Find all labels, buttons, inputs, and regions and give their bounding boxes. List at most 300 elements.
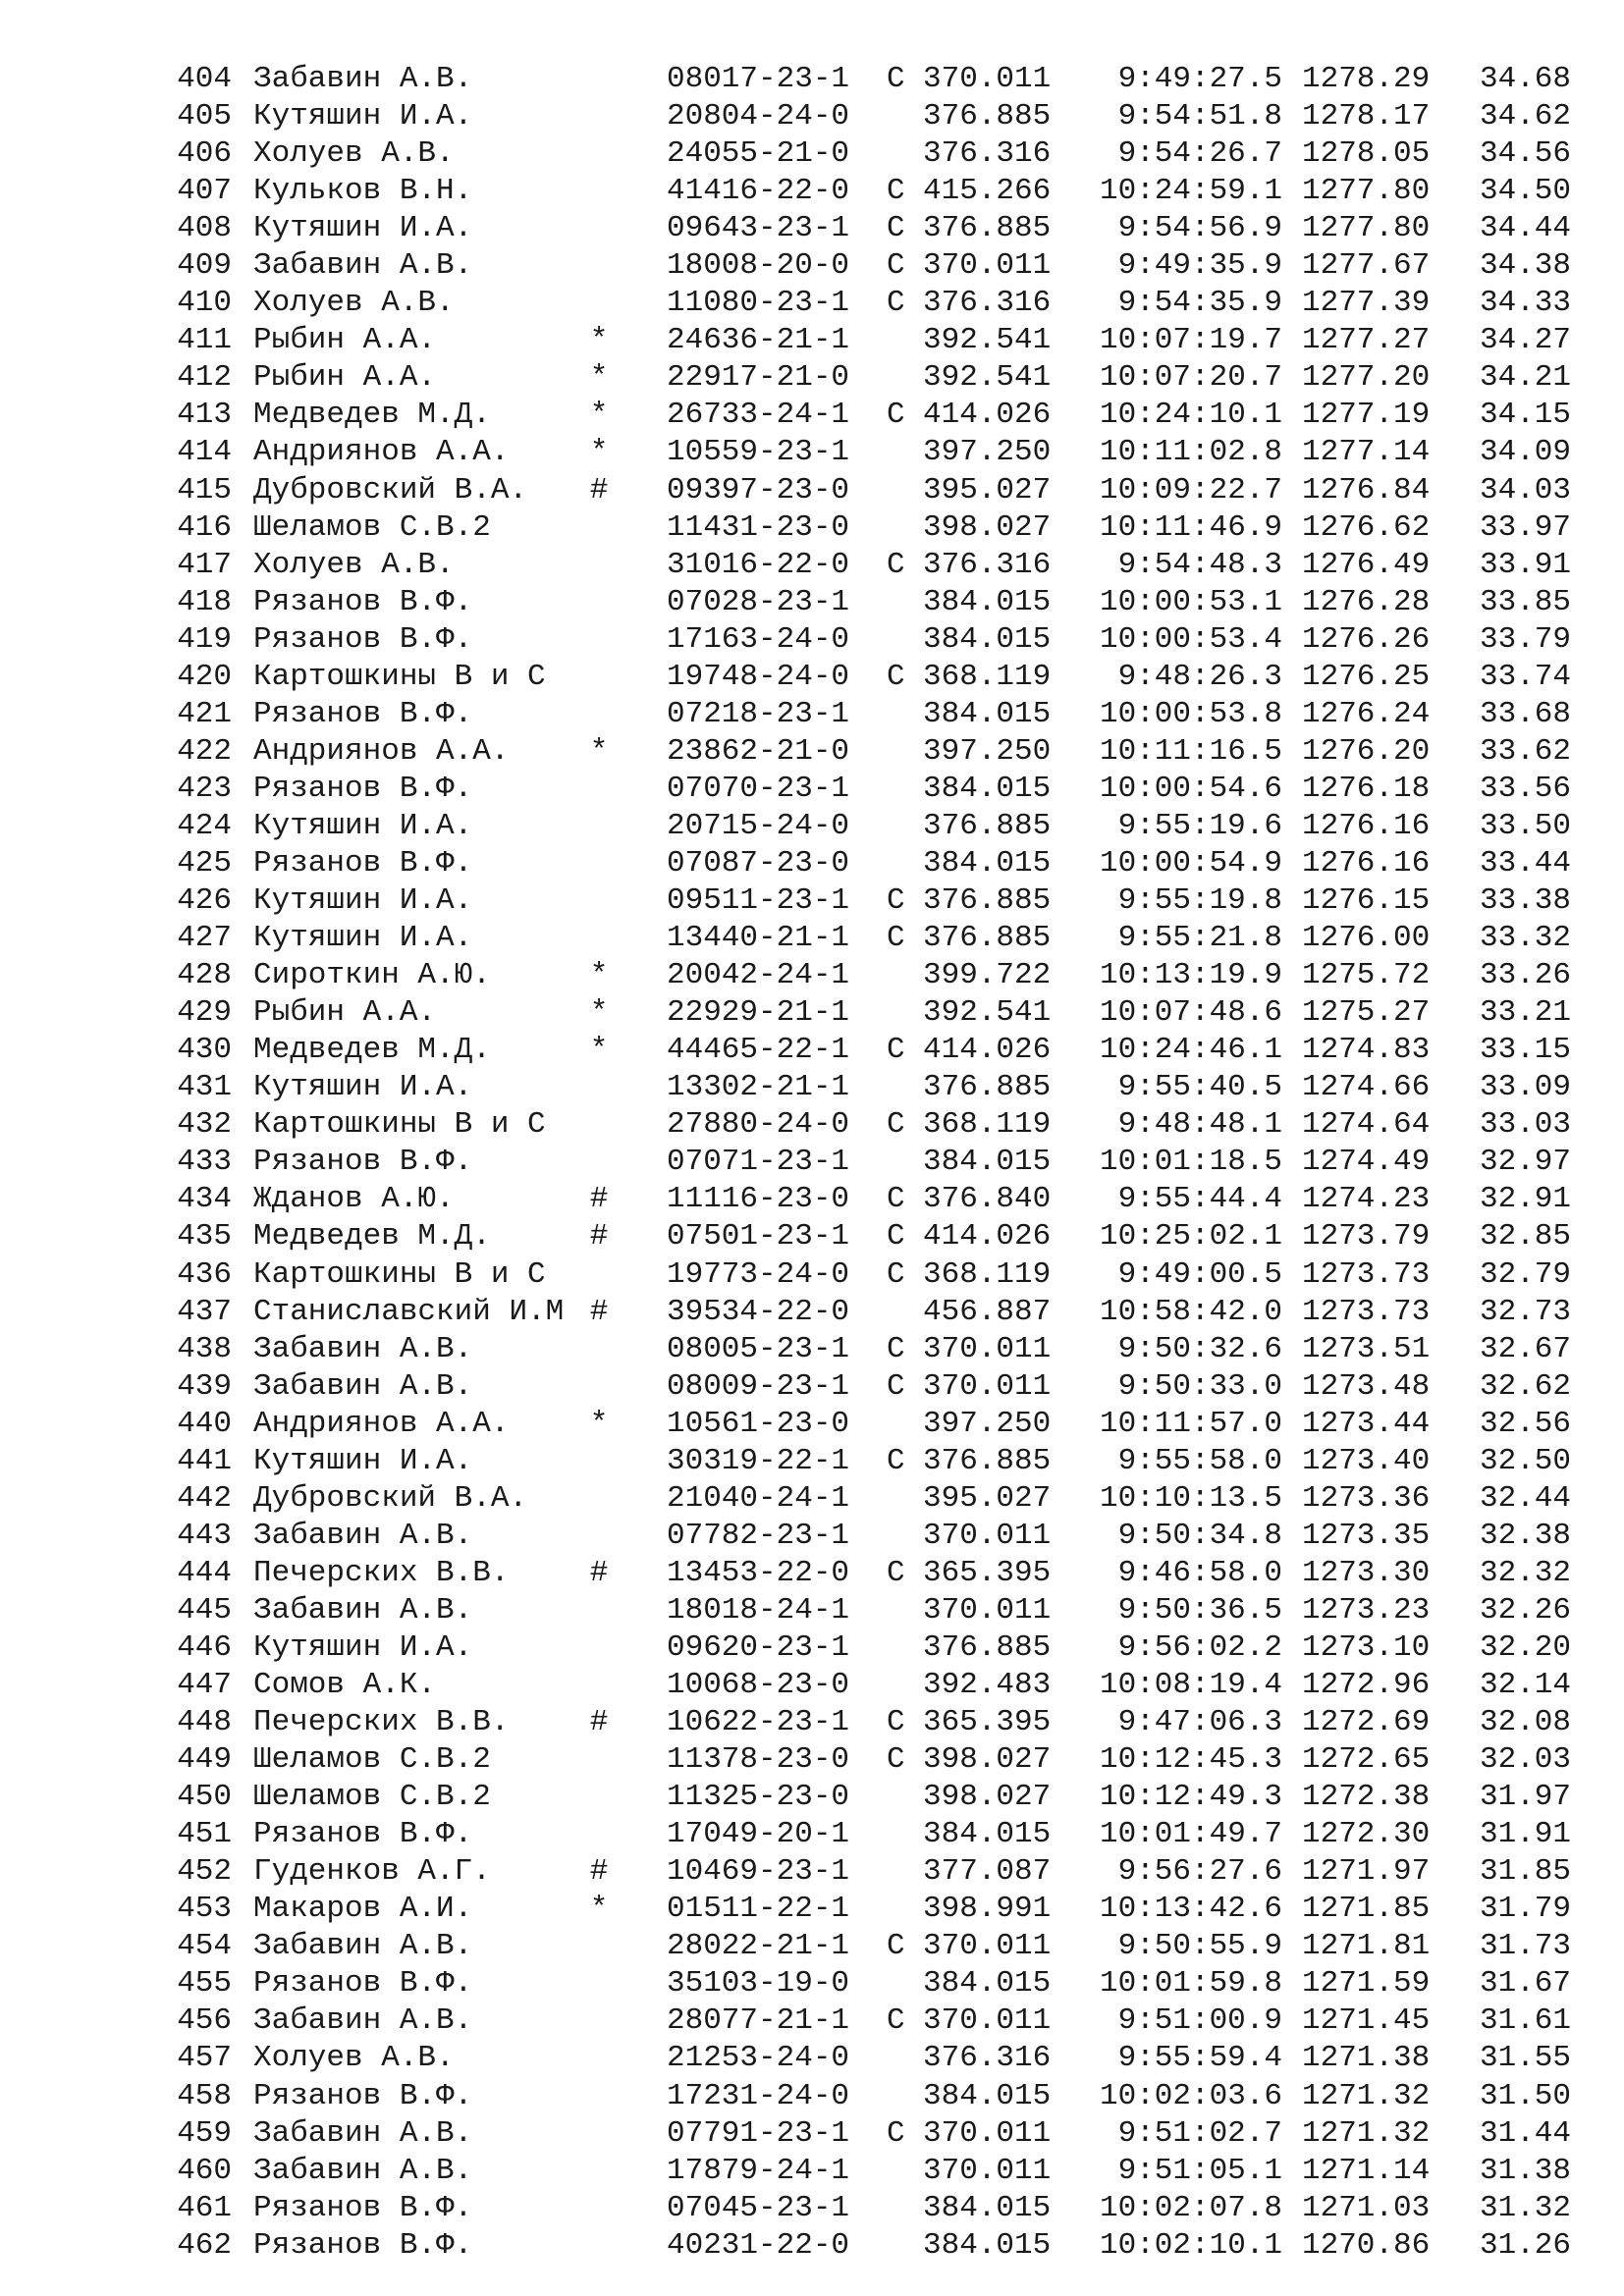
speed-cell: 1273.35 <box>1302 1518 1431 1553</box>
distance-cell: 414.026 <box>923 398 1052 433</box>
ring-number-cell: 08017-23-1 <box>667 62 850 96</box>
arrival-time-cell: 9:48:48.1 <box>1117 1107 1282 1143</box>
fancier-name-cell: Печерских В.В. <box>253 1705 510 1740</box>
points-cell: 31.32 <box>1479 2190 1571 2225</box>
ring-number-cell: 17231-24-0 <box>667 2078 850 2113</box>
flag-mark-cell: # <box>589 1555 609 1590</box>
table-row <box>0 1368 1624 1406</box>
position-cell: 441 <box>177 1443 232 1478</box>
distance-cell: 370.011 <box>923 248 1052 284</box>
table-row <box>0 1032 1624 1069</box>
speed-cell: 1274.49 <box>1302 1145 1431 1180</box>
arrival-time-cell: 10:00:53.4 <box>1099 621 1282 657</box>
points-cell: 31.97 <box>1479 1780 1571 1815</box>
arrival-time-cell: 9:55:21.8 <box>1117 921 1282 956</box>
arrival-time-cell: 10:09:22.7 <box>1099 472 1282 507</box>
table-row <box>0 1704 1624 1741</box>
arrival-time-cell: 9:56:02.2 <box>1117 1629 1282 1665</box>
speed-cell: 1277.27 <box>1302 323 1431 358</box>
position-cell: 408 <box>177 211 232 246</box>
points-cell: 31.85 <box>1479 1854 1571 1890</box>
speed-cell: 1273.48 <box>1302 1368 1431 1404</box>
ring-number-cell: 27880-24-0 <box>667 1107 850 1143</box>
table-row <box>0 882 1624 920</box>
speed-cell: 1274.66 <box>1302 1070 1431 1105</box>
fancier-name-cell: Рязанов В.Ф. <box>253 771 473 806</box>
arrival-time-cell: 9:51:05.1 <box>1117 2153 1282 2188</box>
table-row <box>0 1853 1624 1891</box>
position-cell: 406 <box>177 136 232 172</box>
distance-cell: 384.015 <box>923 2190 1052 2225</box>
position-cell: 409 <box>177 248 232 284</box>
fancier-name-cell: Рязанов В.Ф. <box>253 1145 473 1180</box>
position-cell: 447 <box>177 1668 232 1703</box>
distance-cell: 370.011 <box>923 2003 1052 2039</box>
category-cell: C <box>887 883 905 919</box>
fancier-name-cell: Забавин А.В. <box>253 1592 473 1628</box>
arrival-time-cell: 10:24:46.1 <box>1099 1033 1282 1068</box>
position-cell: 434 <box>177 1182 232 1217</box>
points-cell: 31.61 <box>1479 2003 1571 2039</box>
distance-cell: 398.027 <box>923 1780 1052 1815</box>
distance-cell: 370.011 <box>923 1331 1052 1366</box>
ring-number-cell: 24055-21-0 <box>667 136 850 172</box>
position-cell: 429 <box>177 995 232 1031</box>
ring-number-cell: 10622-23-1 <box>667 1705 850 1740</box>
position-cell: 445 <box>177 1592 232 1628</box>
distance-cell: 376.885 <box>923 1070 1052 1105</box>
category-cell: C <box>887 62 905 96</box>
speed-cell: 1271.03 <box>1302 2190 1431 2225</box>
ring-number-cell: 07045-23-1 <box>667 2190 850 2225</box>
table-row <box>0 1406 1624 1443</box>
fancier-name-cell: Кутяшин И.А. <box>253 883 473 919</box>
category-cell: C <box>887 1368 905 1404</box>
table-row <box>0 1741 1624 1779</box>
points-cell: 33.21 <box>1479 995 1571 1031</box>
position-cell: 462 <box>177 2227 232 2263</box>
distance-cell: 398.027 <box>923 509 1052 545</box>
arrival-time-cell: 10:25:02.1 <box>1099 1219 1282 1255</box>
distance-cell: 384.015 <box>923 771 1052 806</box>
position-cell: 455 <box>177 1966 232 2002</box>
fancier-name-cell: Медведев М.Д. <box>253 398 491 433</box>
ring-number-cell: 26733-24-1 <box>667 398 850 433</box>
speed-cell: 1276.16 <box>1302 845 1431 881</box>
points-cell: 32.85 <box>1479 1219 1571 1255</box>
position-cell: 427 <box>177 921 232 956</box>
ring-number-cell: 09620-23-1 <box>667 1629 850 1665</box>
points-cell: 34.38 <box>1479 248 1571 284</box>
table-row <box>0 1555 1624 1592</box>
ring-number-cell: 13453-22-0 <box>667 1555 850 1590</box>
fancier-name-cell: Холуев А.В. <box>253 286 455 321</box>
category-cell: C <box>887 1256 905 1292</box>
position-cell: 453 <box>177 1892 232 1927</box>
fancier-name-cell: Картошкины В и С <box>253 1107 546 1143</box>
speed-cell: 1273.23 <box>1302 1592 1431 1628</box>
fancier-name-cell: Печерских В.В. <box>253 1555 510 1590</box>
points-cell: 33.09 <box>1479 1070 1571 1105</box>
distance-cell: 370.011 <box>923 62 1052 96</box>
points-cell: 32.73 <box>1479 1294 1571 1329</box>
ring-number-cell: 07791-23-1 <box>667 2115 850 2151</box>
flag-mark-cell: * <box>589 1033 609 1068</box>
arrival-time-cell: 9:50:32.6 <box>1117 1331 1282 1366</box>
fancier-name-cell: Кутяшин И.А. <box>253 211 473 246</box>
ring-number-cell: 24636-21-1 <box>667 323 850 358</box>
points-cell: 31.73 <box>1479 1929 1571 1964</box>
fancier-name-cell: Холуев А.В. <box>253 136 455 172</box>
ring-number-cell: 40231-22-0 <box>667 2227 850 2263</box>
points-cell: 31.26 <box>1479 2227 1571 2263</box>
distance-cell: 415.266 <box>923 174 1052 209</box>
fancier-name-cell: Андриянов А.А. <box>253 435 510 470</box>
table-row <box>0 1181 1624 1218</box>
ring-number-cell: 07071-23-1 <box>667 1145 850 1180</box>
distance-cell: 370.011 <box>923 1368 1052 1404</box>
distance-cell: 392.541 <box>923 360 1052 396</box>
fancier-name-cell: Дубровский В.А. <box>253 472 528 507</box>
ring-number-cell: 09511-23-1 <box>667 883 850 919</box>
category-cell: C <box>887 248 905 284</box>
position-cell: 421 <box>177 696 232 731</box>
fancier-name-cell: Станиславский И.М <box>253 1294 565 1329</box>
fancier-name-cell: Забавин А.В. <box>253 248 473 284</box>
position-cell: 454 <box>177 1929 232 1964</box>
table-row <box>0 584 1624 621</box>
fancier-name-cell: Шеламов С.В.2 <box>253 509 491 545</box>
ring-number-cell: 44465-22-1 <box>667 1033 850 1068</box>
speed-cell: 1272.38 <box>1302 1780 1431 1815</box>
fancier-name-cell: Андриянов А.А. <box>253 733 510 769</box>
points-cell: 33.97 <box>1479 509 1571 545</box>
ring-number-cell: 28077-21-1 <box>667 2003 850 2039</box>
position-cell: 438 <box>177 1331 232 1366</box>
points-cell: 34.09 <box>1479 435 1571 470</box>
position-cell: 432 <box>177 1107 232 1143</box>
position-cell: 410 <box>177 286 232 321</box>
fancier-name-cell: Кутяшин И.А. <box>253 808 473 843</box>
arrival-time-cell: 10:11:46.9 <box>1099 509 1282 545</box>
arrival-time-cell: 9:49:35.9 <box>1117 248 1282 284</box>
speed-cell: 1277.39 <box>1302 286 1431 321</box>
points-cell: 32.44 <box>1479 1480 1571 1516</box>
arrival-time-cell: 9:55:19.6 <box>1117 808 1282 843</box>
points-cell: 32.20 <box>1479 1629 1571 1665</box>
ring-number-cell: 20804-24-0 <box>667 99 850 134</box>
ring-number-cell: 07501-23-1 <box>667 1219 850 1255</box>
table-row <box>0 733 1624 771</box>
arrival-time-cell: 9:51:02.7 <box>1117 2115 1282 2151</box>
table-row <box>0 397 1624 434</box>
distance-cell: 370.011 <box>923 2115 1052 2151</box>
distance-cell: 384.015 <box>923 584 1052 619</box>
ring-number-cell: 11431-23-0 <box>667 509 850 545</box>
ring-number-cell: 17163-24-0 <box>667 621 850 657</box>
position-cell: 405 <box>177 99 232 134</box>
ring-number-cell: 39534-22-0 <box>667 1294 850 1329</box>
fancier-name-cell: Кутяшин И.А. <box>253 1443 473 1478</box>
arrival-time-cell: 9:54:35.9 <box>1117 286 1282 321</box>
table-row <box>0 210 1624 247</box>
position-cell: 424 <box>177 808 232 843</box>
points-cell: 32.67 <box>1479 1331 1571 1366</box>
points-cell: 34.44 <box>1479 211 1571 246</box>
speed-cell: 1277.14 <box>1302 435 1431 470</box>
table-row <box>0 1629 1624 1667</box>
distance-cell: 414.026 <box>923 1219 1052 1255</box>
position-cell: 413 <box>177 398 232 433</box>
ring-number-cell: 01511-22-1 <box>667 1892 850 1927</box>
fancier-name-cell: Сомов А.К. <box>253 1668 437 1703</box>
ring-number-cell: 22929-21-1 <box>667 995 850 1031</box>
points-cell: 34.15 <box>1479 398 1571 433</box>
distance-cell: 370.011 <box>923 1929 1052 1964</box>
position-cell: 443 <box>177 1518 232 1553</box>
distance-cell: 384.015 <box>923 845 1052 881</box>
category-cell: C <box>887 2115 905 2151</box>
fancier-name-cell: Жданов А.Ю. <box>253 1182 455 1217</box>
table-row <box>0 1480 1624 1518</box>
position-cell: 444 <box>177 1555 232 1590</box>
fancier-name-cell: Холуев А.В. <box>253 547 455 582</box>
speed-cell: 1273.44 <box>1302 1406 1431 1441</box>
ring-number-cell: 19748-24-0 <box>667 659 850 694</box>
table-row <box>0 1891 1624 1928</box>
position-cell: 425 <box>177 845 232 881</box>
distance-cell: 384.015 <box>923 1145 1052 1180</box>
distance-cell: 368.119 <box>923 659 1052 694</box>
ring-number-cell: 11080-23-1 <box>667 286 850 321</box>
ring-number-cell: 22917-21-0 <box>667 360 850 396</box>
ring-number-cell: 31016-22-0 <box>667 547 850 582</box>
arrival-time-cell: 9:49:00.5 <box>1117 1256 1282 1292</box>
table-row <box>0 1592 1624 1629</box>
speed-cell: 1273.73 <box>1302 1256 1431 1292</box>
arrival-time-cell: 9:55:19.8 <box>1117 883 1282 919</box>
distance-cell: 392.541 <box>923 995 1052 1031</box>
arrival-time-cell: 10:01:18.5 <box>1099 1145 1282 1180</box>
fancier-name-cell: Забавин А.В. <box>253 62 473 96</box>
flag-mark-cell: * <box>589 1406 609 1441</box>
fancier-name-cell: Забавин А.В. <box>253 1929 473 1964</box>
category-cell: C <box>887 1107 905 1143</box>
category-cell: C <box>887 2003 905 2039</box>
position-cell: 461 <box>177 2190 232 2225</box>
position-cell: 416 <box>177 509 232 545</box>
points-cell: 33.15 <box>1479 1033 1571 1068</box>
ring-number-cell: 07070-23-1 <box>667 771 850 806</box>
points-cell: 34.62 <box>1479 99 1571 134</box>
position-cell: 412 <box>177 360 232 396</box>
arrival-time-cell: 10:00:53.1 <box>1099 584 1282 619</box>
ring-number-cell: 10469-23-1 <box>667 1854 850 1890</box>
table-row <box>0 771 1624 808</box>
distance-cell: 456.887 <box>923 1294 1052 1329</box>
table-row <box>0 509 1624 547</box>
table-row <box>0 547 1624 584</box>
arrival-time-cell: 10:24:10.1 <box>1099 398 1282 433</box>
points-cell: 34.56 <box>1479 136 1571 172</box>
flag-mark-cell: * <box>589 398 609 433</box>
distance-cell: 377.087 <box>923 1854 1052 1890</box>
arrival-time-cell: 9:50:55.9 <box>1117 1929 1282 1964</box>
position-cell: 446 <box>177 1629 232 1665</box>
arrival-time-cell: 10:02:03.6 <box>1099 2078 1282 2113</box>
position-cell: 433 <box>177 1145 232 1180</box>
speed-cell: 1276.62 <box>1302 509 1431 545</box>
points-cell: 33.85 <box>1479 584 1571 619</box>
table-row <box>0 322 1624 359</box>
table-row <box>0 2040 1624 2077</box>
fancier-name-cell: Макаров А.И. <box>253 1892 473 1927</box>
ring-number-cell: 07087-23-0 <box>667 845 850 881</box>
distance-cell: 384.015 <box>923 1817 1052 1852</box>
arrival-time-cell: 10:01:49.7 <box>1099 1817 1282 1852</box>
speed-cell: 1271.32 <box>1302 2115 1431 2151</box>
position-cell: 407 <box>177 174 232 209</box>
fancier-name-cell: Забавин А.В. <box>253 1331 473 1366</box>
arrival-time-cell: 9:47:06.3 <box>1117 1705 1282 1740</box>
arrival-time-cell: 10:01:59.8 <box>1099 1966 1282 2002</box>
results-table <box>0 61 1624 2265</box>
distance-cell: 376.885 <box>923 1443 1052 1478</box>
points-cell: 33.91 <box>1479 547 1571 582</box>
table-row <box>0 2078 1624 2115</box>
ring-number-cell: 17879-24-1 <box>667 2153 850 2188</box>
ring-number-cell: 08009-23-1 <box>667 1368 850 1404</box>
table-row <box>0 920 1624 957</box>
category-cell: C <box>887 1929 905 1964</box>
points-cell: 34.50 <box>1479 174 1571 209</box>
points-cell: 33.26 <box>1479 958 1571 993</box>
speed-cell: 1271.85 <box>1302 1892 1431 1927</box>
ring-number-cell: 07782-23-1 <box>667 1518 850 1553</box>
category-cell: C <box>887 659 905 694</box>
speed-cell: 1276.00 <box>1302 921 1431 956</box>
table-row <box>0 1218 1624 1255</box>
table-row <box>0 135 1624 173</box>
position-cell: 431 <box>177 1070 232 1105</box>
position-cell: 457 <box>177 2041 232 2076</box>
flag-mark-cell: # <box>589 472 609 507</box>
fancier-name-cell: Рязанов В.Ф. <box>253 1817 473 1852</box>
fancier-name-cell: Медведев М.Д. <box>253 1033 491 1068</box>
distance-cell: 395.027 <box>923 472 1052 507</box>
table-row <box>0 2153 1624 2190</box>
distance-cell: 376.316 <box>923 136 1052 172</box>
ring-number-cell: 19773-24-0 <box>667 1256 850 1292</box>
position-cell: 423 <box>177 771 232 806</box>
table-row <box>0 1443 1624 1480</box>
speed-cell: 1276.28 <box>1302 584 1431 619</box>
position-cell: 442 <box>177 1480 232 1516</box>
fancier-name-cell: Гуденков А.Г. <box>253 1854 491 1890</box>
arrival-time-cell: 10:12:45.3 <box>1099 1742 1282 1778</box>
ring-number-cell: 35103-19-0 <box>667 1966 850 2002</box>
speed-cell: 1273.73 <box>1302 1294 1431 1329</box>
distance-cell: 376.885 <box>923 99 1052 134</box>
fancier-name-cell: Рыбин А.А. <box>253 995 437 1031</box>
distance-cell: 384.015 <box>923 2227 1052 2263</box>
ring-number-cell: 21040-24-1 <box>667 1480 850 1516</box>
arrival-time-cell: 10:07:20.7 <box>1099 360 1282 396</box>
fancier-name-cell: Кутяшин И.А. <box>253 99 473 134</box>
arrival-time-cell: 9:55:59.4 <box>1117 2041 1282 2076</box>
category-cell: C <box>887 1331 905 1366</box>
points-cell: 31.67 <box>1479 1966 1571 2002</box>
points-cell: 34.68 <box>1479 62 1571 96</box>
arrival-time-cell: 10:11:57.0 <box>1099 1406 1282 1441</box>
table-row <box>0 2002 1624 2040</box>
distance-cell: 384.015 <box>923 621 1052 657</box>
points-cell: 33.68 <box>1479 696 1571 731</box>
fancier-name-cell: Забавин А.В. <box>253 1518 473 1553</box>
points-cell: 33.50 <box>1479 808 1571 843</box>
arrival-time-cell: 9:54:26.7 <box>1117 136 1282 172</box>
table-row <box>0 2227 1624 2265</box>
position-cell: 451 <box>177 1817 232 1852</box>
fancier-name-cell: Рязанов В.Ф. <box>253 584 473 619</box>
position-cell: 437 <box>177 1294 232 1329</box>
speed-cell: 1278.05 <box>1302 136 1431 172</box>
points-cell: 34.33 <box>1479 286 1571 321</box>
table-row <box>0 957 1624 994</box>
distance-cell: 376.316 <box>923 2041 1052 2076</box>
arrival-time-cell: 9:48:26.3 <box>1117 659 1282 694</box>
ring-number-cell: 10559-23-1 <box>667 435 850 470</box>
category-cell: C <box>887 1742 905 1778</box>
points-cell: 32.38 <box>1479 1518 1571 1553</box>
ring-number-cell: 09397-23-0 <box>667 472 850 507</box>
speed-cell: 1277.67 <box>1302 248 1431 284</box>
points-cell: 33.74 <box>1479 659 1571 694</box>
speed-cell: 1271.59 <box>1302 1966 1431 2002</box>
ring-number-cell: 41416-22-0 <box>667 174 850 209</box>
ring-number-cell: 17049-20-1 <box>667 1817 850 1852</box>
fancier-name-cell: Картошкины В и С <box>253 1256 546 1292</box>
fancier-name-cell: Рыбин А.А. <box>253 323 437 358</box>
flag-mark-cell: * <box>589 958 609 993</box>
fancier-name-cell: Забавин А.В. <box>253 2003 473 2039</box>
points-cell: 33.56 <box>1479 771 1571 806</box>
speed-cell: 1276.15 <box>1302 883 1431 919</box>
arrival-time-cell: 10:13:19.9 <box>1099 958 1282 993</box>
speed-cell: 1271.32 <box>1302 2078 1431 2113</box>
speed-cell: 1274.23 <box>1302 1182 1431 1217</box>
speed-cell: 1271.81 <box>1302 1929 1431 1964</box>
speed-cell: 1273.30 <box>1302 1555 1431 1590</box>
ring-number-cell: 11116-23-0 <box>667 1182 850 1217</box>
category-cell: C <box>887 211 905 246</box>
points-cell: 32.91 <box>1479 1182 1571 1217</box>
position-cell: 430 <box>177 1033 232 1068</box>
fancier-name-cell: Сироткин А.Ю. <box>253 958 491 993</box>
ring-number-cell: 20042-24-1 <box>667 958 850 993</box>
category-cell: C <box>887 286 905 321</box>
speed-cell: 1275.72 <box>1302 958 1431 993</box>
distance-cell: 376.885 <box>923 1629 1052 1665</box>
arrival-time-cell: 10:58:42.0 <box>1099 1294 1282 1329</box>
points-cell: 32.14 <box>1479 1668 1571 1703</box>
position-cell: 452 <box>177 1854 232 1890</box>
fancier-name-cell: Рязанов В.Ф. <box>253 696 473 731</box>
table-row <box>0 845 1624 882</box>
distance-cell: 376.316 <box>923 547 1052 582</box>
table-row <box>0 285 1624 322</box>
arrival-time-cell: 9:50:33.0 <box>1117 1368 1282 1404</box>
